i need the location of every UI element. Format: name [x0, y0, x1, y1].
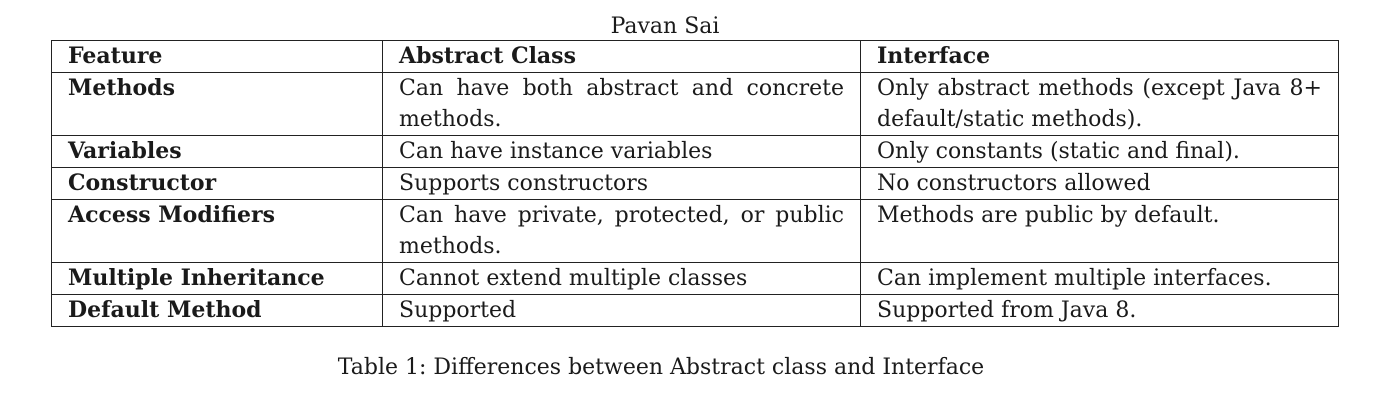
- abstract-class-cell: Can have instance variables: [383, 136, 861, 168]
- header-abstract-class: Abstract Class: [383, 41, 861, 73]
- interface-cell: Can implement multiple interfaces.: [861, 263, 1339, 295]
- abstract-class-cell: Supports constructors: [383, 168, 861, 200]
- feature-cell: Constructor: [52, 168, 383, 200]
- table-row-methods: [52, 73, 1339, 136]
- feature-cell: Variables: [52, 136, 383, 168]
- interface-cell: Methods are public by default.: [861, 200, 1339, 263]
- feature-cell: Default Method: [52, 295, 383, 327]
- table-row-default-method: [52, 295, 1339, 327]
- feature-cell: Multiple Inheritance: [52, 263, 383, 295]
- table-row-multiple-inheritance: [52, 263, 1339, 295]
- table-row-access-modifiers: [52, 200, 1339, 263]
- table-header-row: [52, 41, 1339, 73]
- abstract-class-cell: Can have both abstract and concrete methods.: [383, 73, 861, 136]
- header-feature: Feature: [52, 41, 383, 73]
- table-caption: Table 1: Differences between Abstract class and Interface: [337, 355, 985, 380]
- page-header-author: Pavan Sai: [610, 14, 720, 39]
- interface-cell: Supported from Java 8.: [861, 295, 1339, 327]
- header-interface: Interface: [861, 41, 1339, 73]
- table-row-constructor: [52, 168, 1339, 200]
- interface-cell: Only constants (static and final).: [861, 136, 1339, 168]
- comparison-table: [51, 40, 1339, 327]
- abstract-class-cell: Cannot extend multiple classes: [383, 263, 861, 295]
- interface-cell: No constructors allowed: [861, 168, 1339, 200]
- abstract-class-cell: Supported: [383, 295, 861, 327]
- feature-cell: Access Modifiers: [52, 200, 383, 263]
- feature-cell: Methods: [52, 73, 383, 136]
- interface-cell: Only abstract methods (except Java 8+ default/static methods).: [861, 73, 1339, 136]
- abstract-class-cell: Can have private, protected, or public methods.: [383, 200, 861, 263]
- table-row-variables: [52, 136, 1339, 168]
